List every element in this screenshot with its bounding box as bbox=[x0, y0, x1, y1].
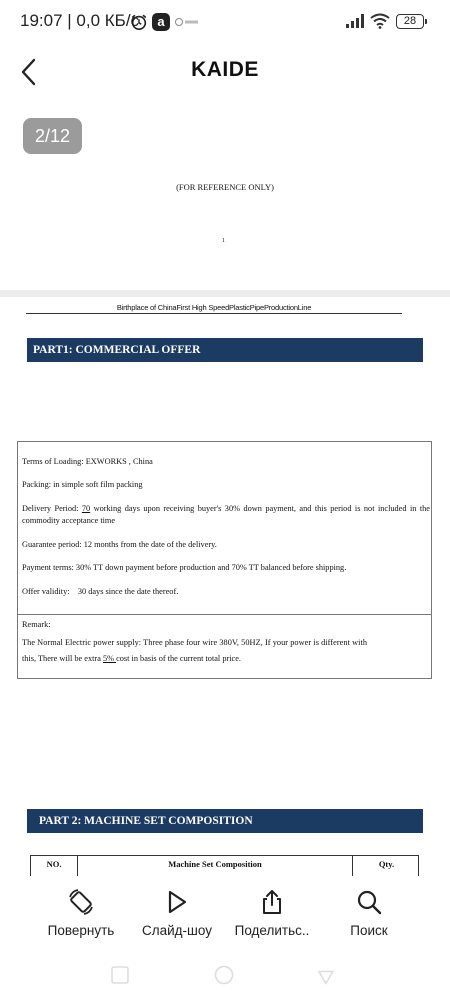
bottom-toolbar bbox=[0, 876, 450, 950]
remark-line-2: this, There will be extra 5% cost in basis of the current total price. bbox=[22, 654, 241, 663]
page-header-rule bbox=[26, 313, 402, 314]
slideshow-label: Слайд-шоу bbox=[142, 923, 212, 938]
part2-heading: PART 2: MACHINE SET COMPOSITION bbox=[27, 809, 423, 833]
rotate-label: Повернуть bbox=[47, 923, 115, 938]
search-button[interactable] bbox=[319, 888, 419, 940]
slideshow-button[interactable] bbox=[127, 888, 227, 940]
terms-loading: Terms of Loading: EXWORKS , China bbox=[22, 457, 153, 466]
extra-cost-percent: 5% bbox=[102, 654, 117, 663]
wifi-icon bbox=[370, 13, 390, 29]
column-header-qty: Qty. bbox=[378, 859, 395, 869]
home-icon[interactable] bbox=[213, 964, 235, 986]
status-bar bbox=[0, 0, 450, 44]
column-header-no: NO. bbox=[31, 856, 78, 877]
alarm-clock-icon bbox=[130, 13, 148, 31]
composition-table-header bbox=[30, 855, 419, 877]
share-button[interactable] bbox=[222, 888, 322, 940]
page-header-text: Birthplace of ChinaFirst High SpeedPlasticPipeProductionLine bbox=[116, 303, 312, 312]
play-icon bbox=[163, 888, 191, 916]
terms-box bbox=[17, 441, 432, 679]
vpn-logo-icon bbox=[174, 16, 200, 28]
share-icon bbox=[258, 888, 286, 916]
app-header bbox=[0, 44, 450, 100]
share-label: Поделитьс.. bbox=[234, 923, 310, 938]
recents-icon[interactable] bbox=[109, 964, 131, 986]
delivery-days: 70 bbox=[81, 504, 91, 513]
status-time: 19:07 | 0,0 КБ/с bbox=[20, 11, 140, 30]
part1-heading: PART1: COMMERCIAL OFFER bbox=[27, 338, 423, 362]
app-notification-icon: a bbox=[152, 13, 170, 31]
terms-validity: Offer validity: 30 days since the date thereof. bbox=[22, 587, 179, 596]
signal-strength-icon bbox=[346, 14, 364, 28]
terms-packing: Packing: in simple soft film packing bbox=[22, 480, 143, 489]
system-navigation-bar bbox=[0, 950, 450, 1000]
terms-payment: Payment terms: 30% TT down payment before production and 70% TT balanced before shipping. bbox=[22, 563, 347, 572]
battery-icon: 28 bbox=[396, 14, 424, 29]
page-separator bbox=[0, 290, 450, 297]
page-counter-badge: 2/12 bbox=[23, 118, 82, 154]
column-header-set: Machine Set Composition bbox=[78, 856, 353, 877]
terms-delivery: Delivery Period: 70 working days upon receiving buyer's 30% down payment, and this period is not included in the commodity acceptance time bbox=[22, 504, 430, 525]
rotate-button[interactable] bbox=[31, 888, 131, 940]
terms-divider bbox=[18, 614, 431, 615]
search-label: Поиск bbox=[350, 923, 388, 938]
terms-guarantee: Guarantee period: 12 months from the date of the delivery. bbox=[22, 540, 217, 549]
reference-note: (FOR REFERENCE ONLY) bbox=[176, 182, 274, 192]
rotate-icon bbox=[67, 888, 95, 916]
nav-back-icon[interactable] bbox=[314, 964, 336, 986]
remark-line-1: The Normal Electric power supply: Three phase four wire 380V, 50HZ, If your power is different with bbox=[22, 638, 368, 647]
page-mark: 1 bbox=[222, 238, 225, 244]
remark-label: Remark: bbox=[22, 620, 51, 629]
status-notification-icons bbox=[130, 11, 200, 33]
document-title: KAIDE bbox=[191, 58, 259, 81]
search-icon bbox=[355, 888, 383, 916]
